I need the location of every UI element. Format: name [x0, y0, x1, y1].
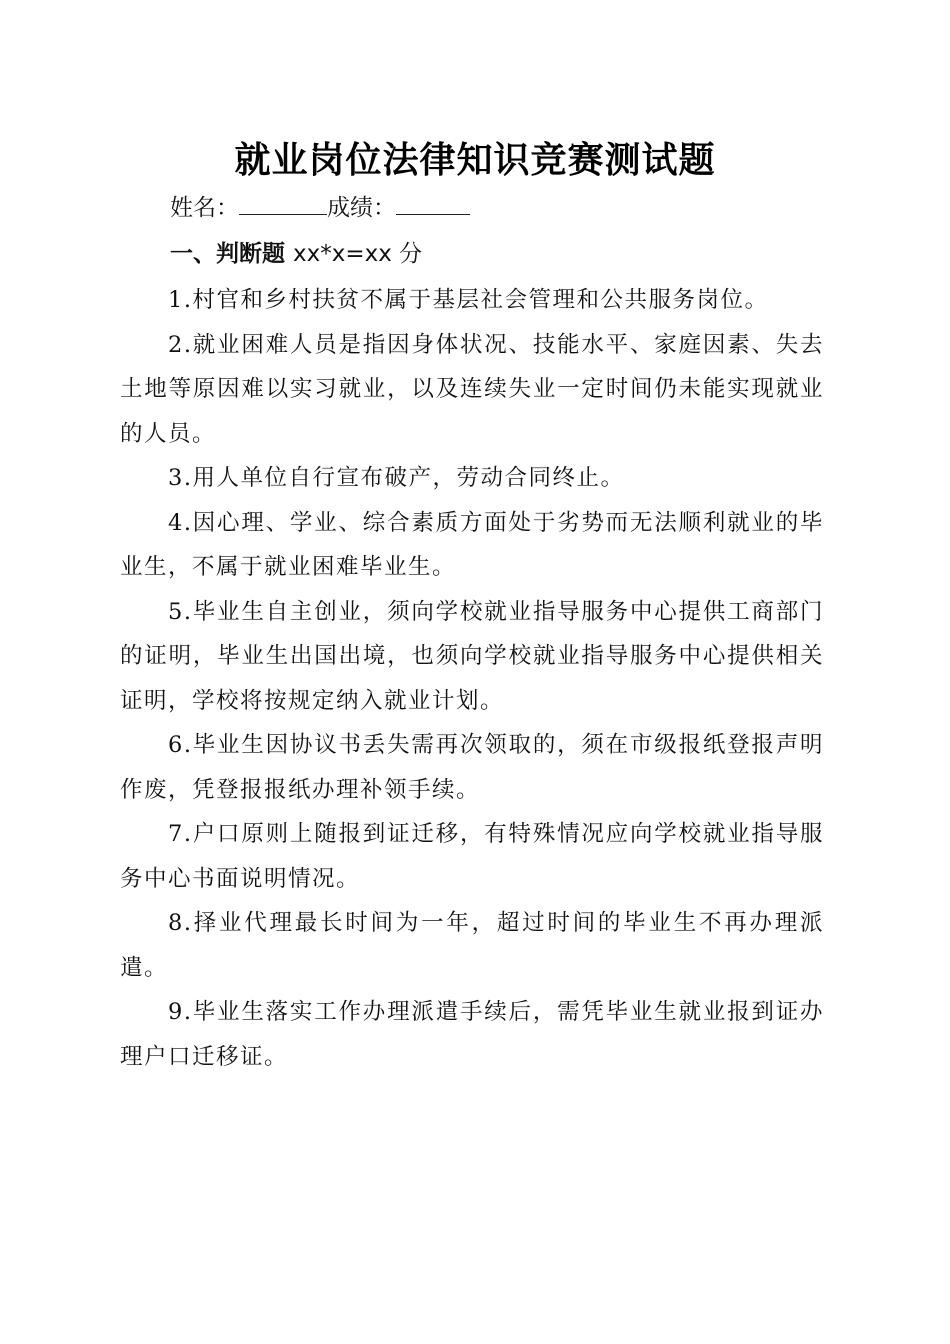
question-list — [120, 278, 824, 1079]
question-item: 7.户口原则上随报到证迁移，有特殊情况应向学校就业指导服务中心书面说明情况。 — [120, 821, 824, 892]
question-item: 3.用人单位自行宣布破产，劳动合同终止。 — [168, 465, 625, 491]
question-item: 6.毕业生因协议书丢失需再次领取的，须在市级报纸登报声明作废，凭登报报纸办理补领手续。 — [120, 732, 824, 803]
page-title: 就业岗位法律知识竞赛测试题 — [234, 139, 716, 181]
question-item: 9.毕业生落实工作办理派遣手续后，需凭毕业生就业报到证办理户口迁移证。 — [120, 999, 824, 1070]
section-heading — [170, 236, 422, 272]
student-info-line — [170, 190, 470, 226]
section-title: 一、判断题 — [170, 241, 285, 267]
section-scoring: xx*x=xx 分 — [293, 241, 423, 267]
question-item: 2.就业困难人员是指因身体状况、技能水平、家庭因素、失去土地等原因难以实习就业，以及连续失业一定时间仍未能实现就业的人员。 — [120, 331, 824, 447]
question-item: 4.因心理、学业、综合素质方面处于劣势而无法顺利就业的毕业生，不属于就业困难毕业生。 — [120, 509, 824, 580]
name-label: 姓名： — [170, 195, 239, 221]
score-label: 成绩： — [327, 195, 396, 221]
name-blank — [239, 190, 327, 215]
question-item: 5.毕业生自主创业，须向学校就业指导服务中心提供工商部门的证明，毕业生出国出境，也须向学校就业指导服务中心提供相关证明，学校将按规定纳入就业计划。 — [120, 598, 824, 714]
question-item: 8.择业代理最长时间为一年，超过时间的毕业生不再办理派遣。 — [120, 910, 824, 981]
score-blank — [396, 190, 470, 215]
question-item: 1.村官和乡村扶贫不属于基层社会管理和公共服务岗位。 — [168, 287, 769, 313]
